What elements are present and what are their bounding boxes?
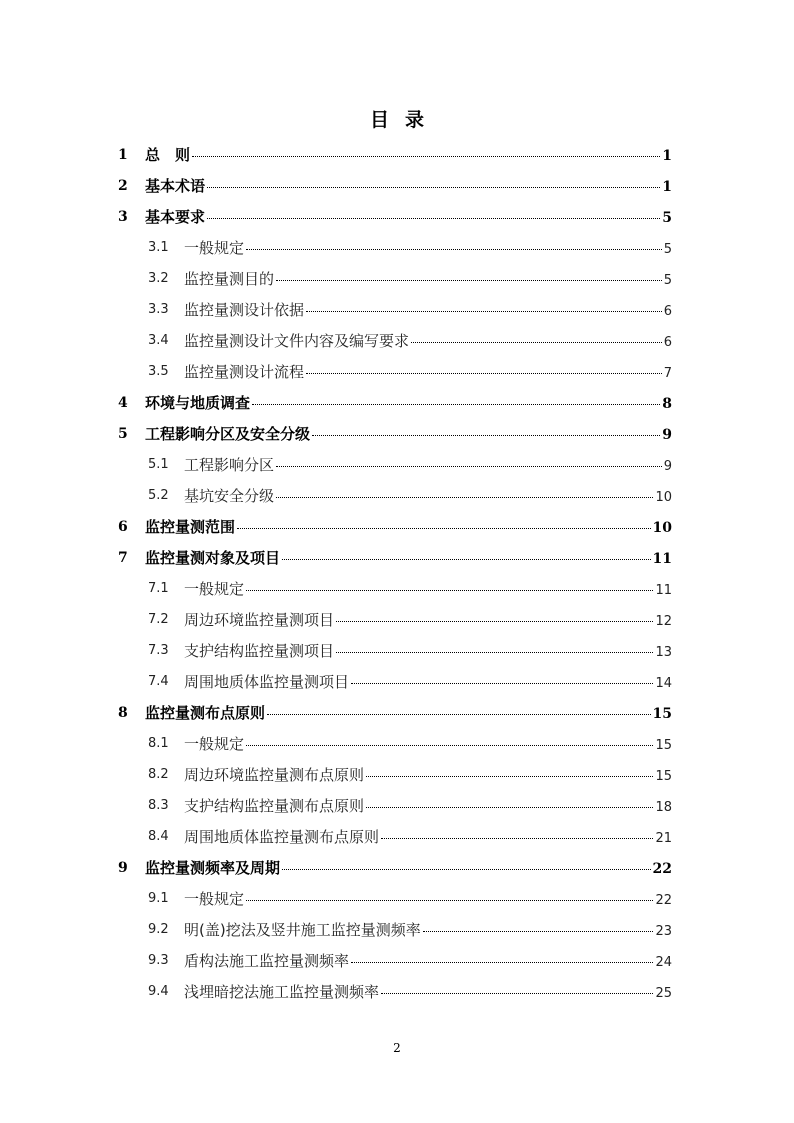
toc-entry-number: 5 bbox=[118, 425, 128, 442]
toc-dot-leader bbox=[381, 993, 653, 994]
toc-entry-body bbox=[145, 144, 672, 165]
toc-entry-title: 浅埋暗挖法施工监控量测频率 bbox=[184, 983, 380, 1001]
toc-entry-page: 23 bbox=[655, 924, 672, 939]
toc-entry-page: 5 bbox=[662, 210, 672, 226]
toc-entry-body bbox=[184, 454, 672, 475]
toc-entry[interactable] bbox=[0, 418, 794, 449]
toc-entry-body bbox=[184, 733, 672, 754]
toc-entry-body bbox=[184, 330, 672, 351]
toc-dot-leader bbox=[207, 218, 660, 219]
toc-entry-body bbox=[184, 268, 672, 289]
toc-entry-page: 18 bbox=[655, 800, 672, 815]
toc-entry-page: 10 bbox=[655, 490, 672, 505]
toc-entry[interactable] bbox=[0, 511, 794, 542]
toc-entry[interactable] bbox=[0, 821, 794, 852]
toc-dot-leader bbox=[366, 776, 653, 777]
toc-entry-number: 7.4 bbox=[148, 674, 169, 689]
toc-dot-leader bbox=[246, 900, 653, 901]
toc-dot-leader bbox=[246, 249, 662, 250]
toc-entry-body bbox=[145, 423, 672, 444]
toc-entry-page: 15 bbox=[652, 706, 672, 722]
toc-dot-leader bbox=[381, 838, 653, 839]
toc-entry-body bbox=[184, 237, 672, 258]
toc-entry-title: 周围地质体监控量测布点原则 bbox=[184, 828, 380, 846]
toc-dot-leader bbox=[276, 280, 662, 281]
toc-entry-page: 24 bbox=[655, 955, 672, 970]
toc-entry-body bbox=[145, 547, 672, 568]
toc-entry-number: 1 bbox=[118, 146, 128, 163]
toc-entry-title: 监控量测目的 bbox=[184, 270, 275, 288]
toc-entry-page: 6 bbox=[663, 335, 672, 350]
toc-entry-page: 10 bbox=[652, 520, 672, 536]
toc-entry[interactable] bbox=[0, 232, 794, 263]
toc-dot-leader bbox=[336, 652, 653, 653]
toc-dot-leader bbox=[423, 931, 654, 932]
toc-entry[interactable] bbox=[0, 170, 794, 201]
toc-dot-leader bbox=[306, 373, 662, 374]
toc-entry-body bbox=[184, 671, 672, 692]
toc-dot-leader bbox=[237, 528, 651, 529]
toc-entry-number: 3.2 bbox=[148, 271, 169, 286]
toc-entry-title: 一般规定 bbox=[184, 890, 245, 908]
toc-entry-page: 11 bbox=[652, 551, 672, 567]
toc-entry-page: 5 bbox=[663, 273, 672, 288]
toc-entry-body bbox=[184, 299, 672, 320]
toc-entry-number: 7.3 bbox=[148, 643, 169, 658]
toc-dot-leader bbox=[192, 156, 660, 157]
toc-entry-body bbox=[184, 764, 672, 785]
toc-entry[interactable] bbox=[0, 480, 794, 511]
toc-entry-page: 9 bbox=[663, 459, 672, 474]
toc-entry[interactable] bbox=[0, 325, 794, 356]
toc-dot-leader bbox=[276, 497, 653, 498]
toc-entry-number: 3.1 bbox=[148, 240, 169, 255]
toc-entry-body bbox=[184, 485, 672, 506]
toc-dot-leader bbox=[306, 311, 662, 312]
toc-dot-leader bbox=[246, 745, 653, 746]
toc-entry-body bbox=[145, 857, 672, 878]
toc-entry-page: 15 bbox=[655, 769, 672, 784]
toc-entry-number: 3.4 bbox=[148, 333, 169, 348]
toc-entry[interactable] bbox=[0, 914, 794, 945]
toc-entry-number: 8.4 bbox=[148, 829, 169, 844]
toc-entry[interactable] bbox=[0, 635, 794, 666]
toc-entry-body bbox=[184, 640, 672, 661]
toc-entry-page: 6 bbox=[663, 304, 672, 319]
toc-dot-leader bbox=[336, 621, 653, 622]
toc-entry-title: 一般规定 bbox=[184, 735, 245, 753]
toc-entry-page: 22 bbox=[652, 861, 672, 877]
toc-entry-title: 一般规定 bbox=[184, 580, 245, 598]
toc-entry-page: 15 bbox=[655, 738, 672, 753]
toc-entry[interactable] bbox=[0, 790, 794, 821]
toc-entry[interactable] bbox=[0, 852, 794, 883]
toc-dot-leader bbox=[351, 962, 653, 963]
toc-entry-body bbox=[184, 609, 672, 630]
toc-dot-leader bbox=[276, 466, 662, 467]
toc-entry-page: 9 bbox=[662, 427, 672, 443]
toc-entry[interactable] bbox=[0, 976, 794, 1007]
toc-entry-page: 1 bbox=[662, 148, 672, 164]
toc-entry[interactable] bbox=[0, 387, 794, 418]
toc-dot-leader bbox=[282, 869, 651, 870]
toc-entry-title: 基本术语 bbox=[145, 177, 206, 195]
toc-entry-title: 监控量测设计流程 bbox=[184, 363, 305, 381]
toc-entry-number: 7.2 bbox=[148, 612, 169, 627]
toc-entry[interactable] bbox=[0, 666, 794, 697]
toc-dot-leader bbox=[312, 435, 660, 436]
toc-entry-body bbox=[184, 826, 672, 847]
toc-entry-body bbox=[184, 950, 672, 971]
toc-dot-leader bbox=[366, 807, 653, 808]
toc-entry[interactable] bbox=[0, 356, 794, 387]
toc-entry-title: 监控量测对象及项目 bbox=[145, 549, 281, 567]
toc-dot-leader bbox=[411, 342, 662, 343]
toc-entry-body bbox=[184, 981, 672, 1002]
toc-dot-leader bbox=[267, 714, 651, 715]
toc-entry-body bbox=[184, 361, 672, 382]
toc-entry[interactable] bbox=[0, 263, 794, 294]
toc-entry-title: 基本要求 bbox=[145, 208, 206, 226]
toc-entry-number: 7.1 bbox=[148, 581, 169, 596]
toc-entry-title: 监控量测频率及周期 bbox=[145, 859, 281, 877]
toc-entry-number: 5.2 bbox=[148, 488, 169, 503]
toc-entry-number: 9 bbox=[118, 859, 128, 876]
toc-entry[interactable] bbox=[0, 139, 794, 170]
toc-entry-page: 8 bbox=[662, 396, 672, 412]
toc-entry-title: 基坑安全分级 bbox=[184, 487, 275, 505]
toc-entry-number: 8.1 bbox=[148, 736, 169, 751]
toc-entry[interactable] bbox=[0, 883, 794, 914]
toc-entry-title: 周围地质体监控量测项目 bbox=[184, 673, 350, 691]
toc-entry-title: 总 则 bbox=[145, 146, 191, 164]
toc-entry-title: 监控量测布点原则 bbox=[145, 704, 266, 722]
toc-entry-page: 25 bbox=[655, 986, 672, 1001]
toc-entry[interactable] bbox=[0, 573, 794, 604]
toc-entry-title: 环境与地质调查 bbox=[145, 394, 251, 412]
toc-entry[interactable] bbox=[0, 201, 794, 232]
toc-entry-title: 周边环境监控量测项目 bbox=[184, 611, 335, 629]
toc-entry-title: 监控量测范围 bbox=[145, 518, 236, 536]
toc-entry-number: 5.1 bbox=[148, 457, 169, 472]
toc-entry-body bbox=[145, 392, 672, 413]
toc-entry-body bbox=[184, 888, 672, 909]
toc-dot-leader bbox=[252, 404, 660, 405]
toc-entry-page: 21 bbox=[655, 831, 672, 846]
toc-entry-body bbox=[184, 919, 672, 940]
toc-entry[interactable] bbox=[0, 449, 794, 480]
toc-entry-title: 监控量测设计依据 bbox=[184, 301, 305, 319]
toc-entry-page: 13 bbox=[655, 645, 672, 660]
toc-entry-number: 9.4 bbox=[148, 984, 169, 999]
toc-entry-title: 支护结构监控量测布点原则 bbox=[184, 797, 365, 815]
toc-entry-number: 9.2 bbox=[148, 922, 169, 937]
toc-entry[interactable] bbox=[0, 697, 794, 728]
toc-entry-number: 3.3 bbox=[148, 302, 169, 317]
toc-entry-number: 2 bbox=[118, 177, 128, 194]
toc-title: 目录 bbox=[369, 109, 440, 131]
toc-entry-number: 9.3 bbox=[148, 953, 169, 968]
toc-entry-page: 22 bbox=[655, 893, 672, 908]
toc-entry-title: 明(盖)挖法及竖井施工监控量测频率 bbox=[184, 921, 421, 939]
toc-entry-number: 8 bbox=[118, 704, 128, 721]
toc-entry-page: 12 bbox=[655, 614, 672, 629]
toc-entry-body bbox=[184, 578, 672, 599]
toc-entry-number: 4 bbox=[118, 394, 128, 411]
toc-dot-leader bbox=[351, 683, 653, 684]
toc-entry-number: 3 bbox=[118, 208, 128, 225]
page-number: 2 bbox=[393, 1041, 401, 1055]
toc-entry-page: 11 bbox=[655, 583, 672, 598]
toc-dot-leader bbox=[246, 590, 653, 591]
toc-entry-title: 监控量测设计文件内容及编写要求 bbox=[184, 332, 410, 350]
toc-entry[interactable] bbox=[0, 294, 794, 325]
toc-entry-body bbox=[145, 206, 672, 227]
toc-entry-title: 支护结构监控量测项目 bbox=[184, 642, 335, 660]
toc-entry-title: 工程影响分区 bbox=[184, 456, 275, 474]
toc-entry-title: 一般规定 bbox=[184, 239, 245, 257]
toc-entry-body bbox=[145, 516, 672, 537]
toc-entry[interactable] bbox=[0, 542, 794, 573]
toc-entry-number: 8.2 bbox=[148, 767, 169, 782]
toc-dot-leader bbox=[207, 187, 660, 188]
toc-dot-leader bbox=[282, 559, 651, 560]
toc-entry-number: 7 bbox=[118, 549, 128, 566]
toc-entry-number: 3.5 bbox=[148, 364, 169, 379]
toc-entry[interactable] bbox=[0, 759, 794, 790]
toc-entry-page: 7 bbox=[663, 366, 672, 381]
toc-entry-number: 9.1 bbox=[148, 891, 169, 906]
toc-entry-page: 1 bbox=[662, 179, 672, 195]
toc-entry[interactable] bbox=[0, 728, 794, 759]
toc-entry-body bbox=[145, 702, 672, 723]
toc-entry-body bbox=[184, 795, 672, 816]
toc-entry[interactable] bbox=[0, 604, 794, 635]
toc-entry[interactable] bbox=[0, 945, 794, 976]
toc-entry-number: 8.3 bbox=[148, 798, 169, 813]
toc-entry-body bbox=[145, 175, 672, 196]
toc-entry-page: 5 bbox=[663, 242, 672, 257]
toc-entry-number: 6 bbox=[118, 518, 128, 535]
toc-entry-title: 盾构法施工监控量测频率 bbox=[184, 952, 350, 970]
toc-entry-title: 工程影响分区及安全分级 bbox=[145, 425, 311, 443]
toc-entry-title: 周边环境监控量测布点原则 bbox=[184, 766, 365, 784]
toc-entry-page: 14 bbox=[655, 676, 672, 691]
